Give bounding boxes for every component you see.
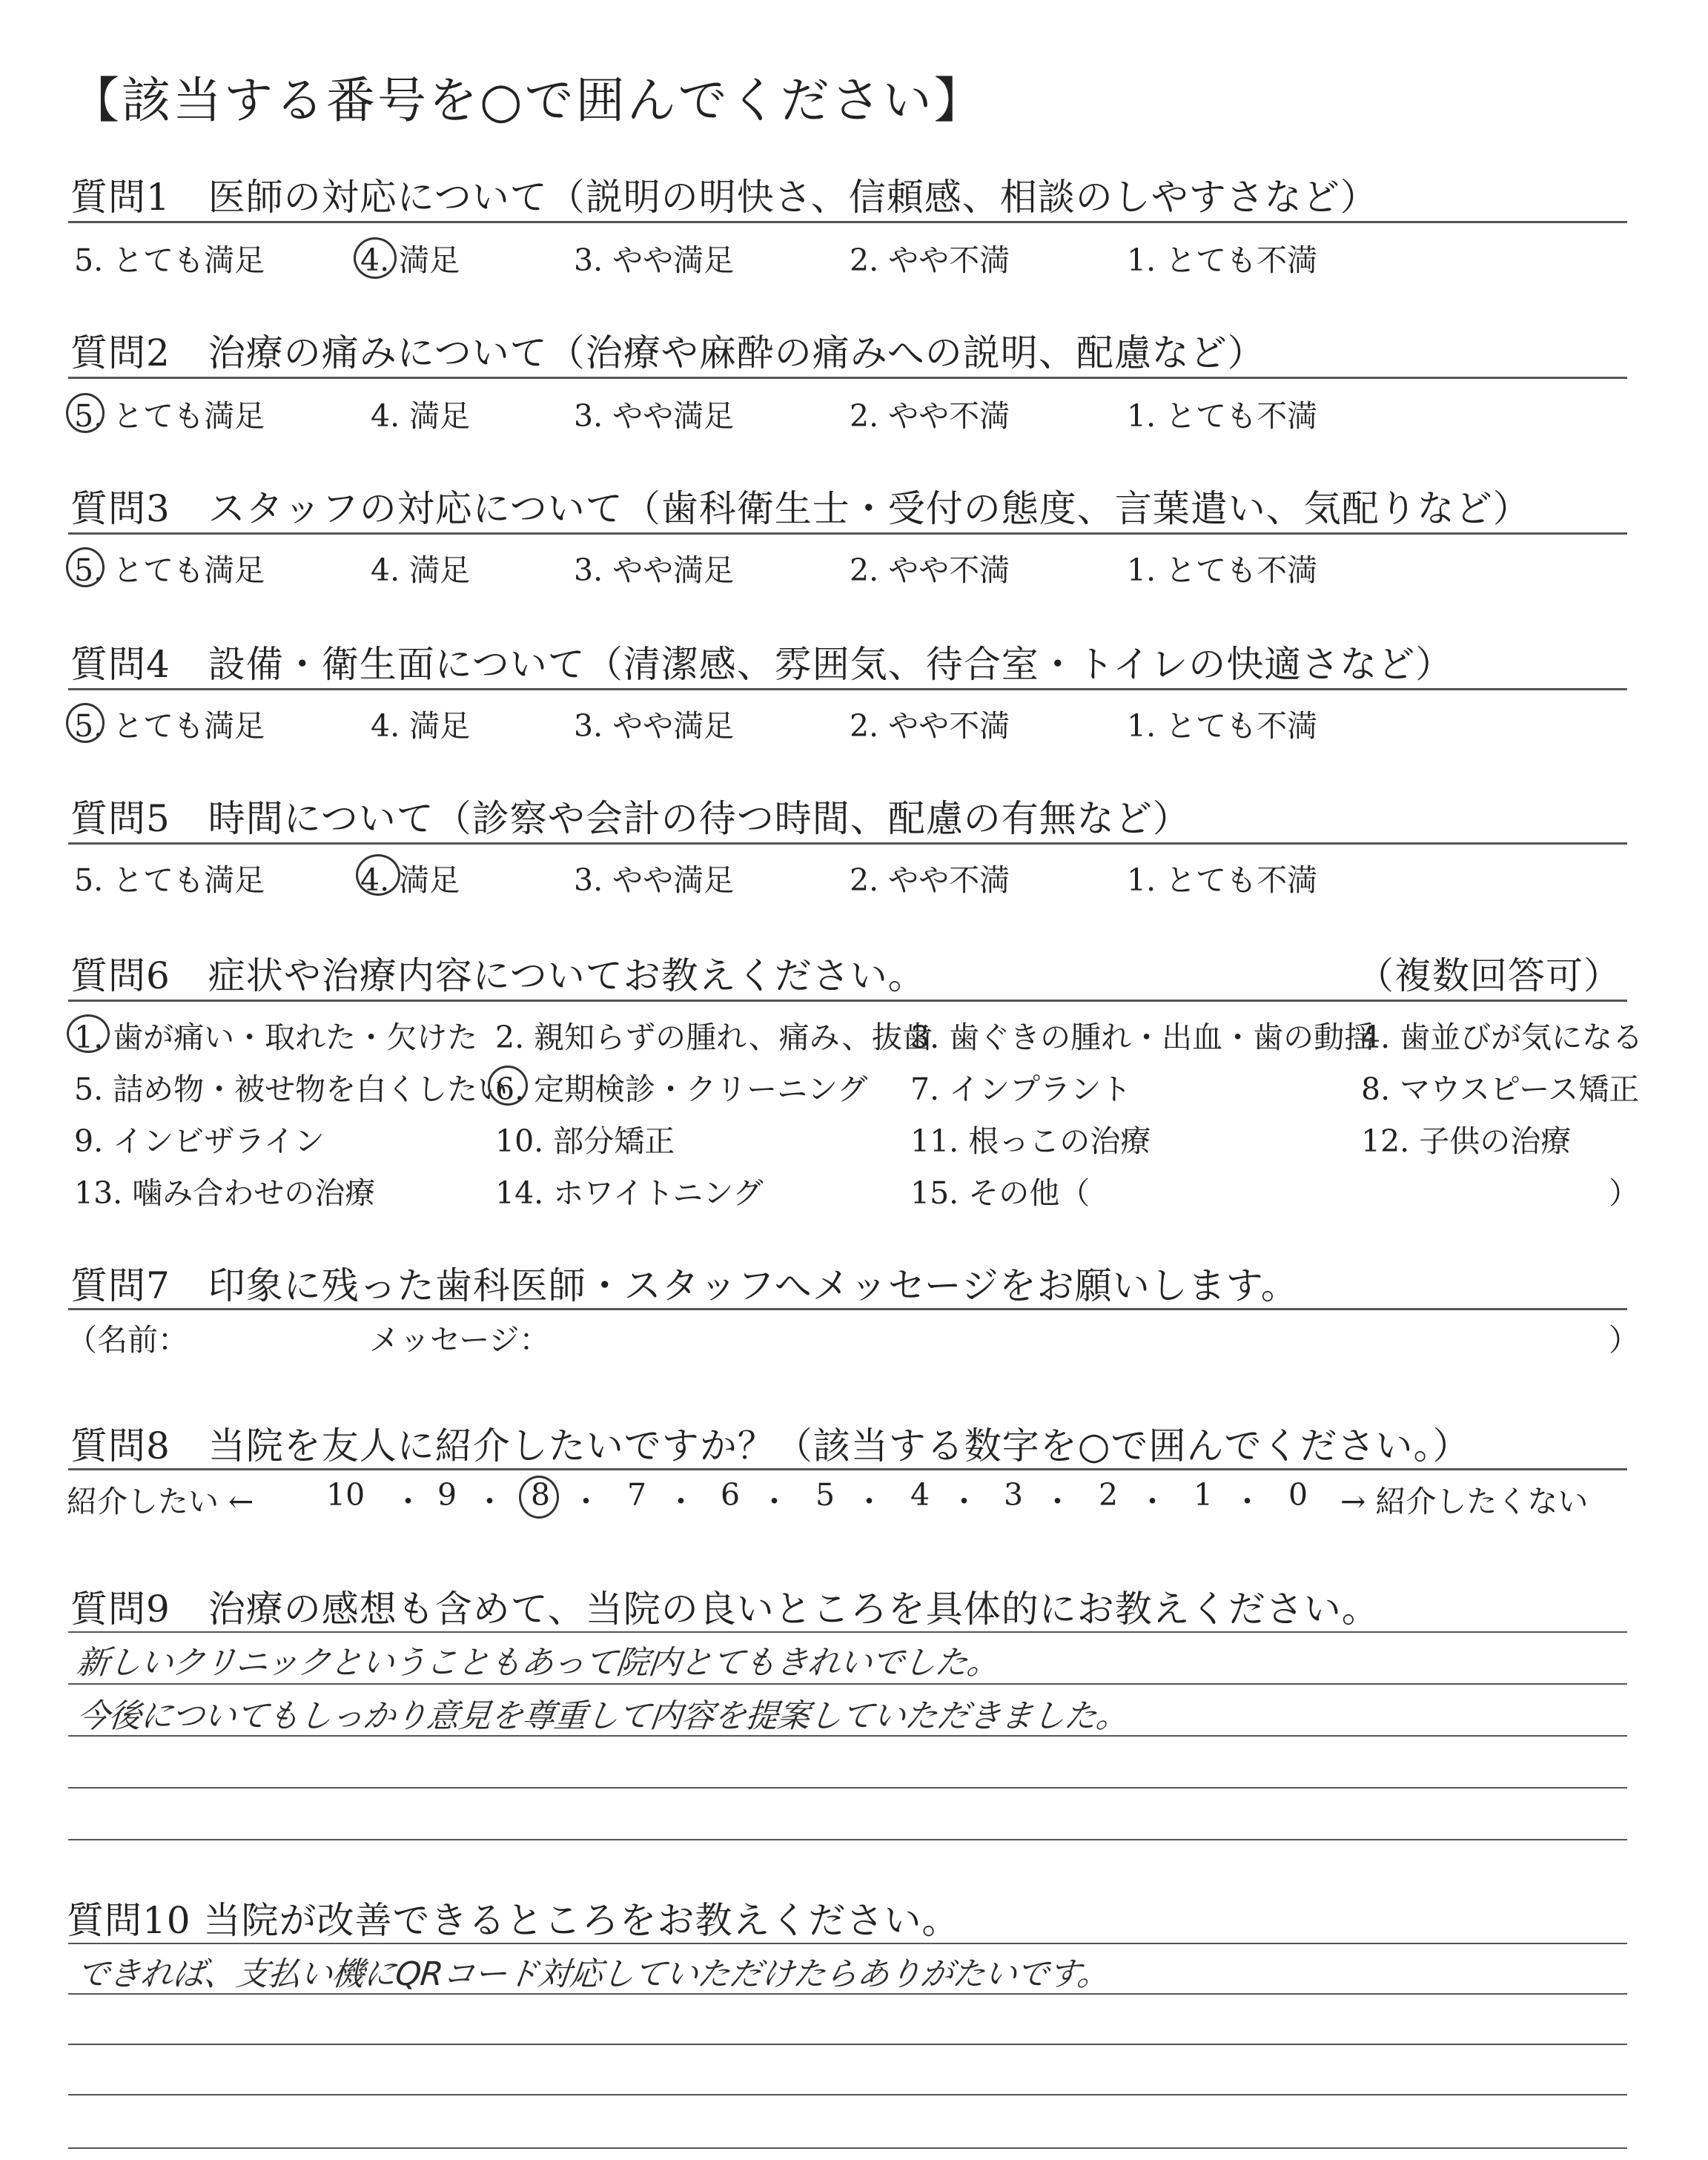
q3-option-3[interactable]: 3. やや満足 — [574, 552, 735, 588]
question-6-title: 質問6 症状や治療内容についてお教えください。 — [70, 954, 926, 997]
q9-answer-line-2: 今後についてもしっかり意見を尊重して内容を提案していただきました。 — [74, 1697, 1131, 1735]
q6-item-10[interactable]: 10. 部分矯正 — [495, 1123, 675, 1159]
q5-option-2[interactable]: 2. やや不満 — [850, 862, 1010, 898]
q2-option-4[interactable]: 4. 満足 — [371, 398, 471, 434]
q8-separator: ・ — [949, 1484, 979, 1519]
q5-option-4[interactable]: 4. 満足 — [360, 862, 460, 898]
q6-item-2[interactable]: 2. 親知らずの腫れ、痛み、抜歯 — [495, 1020, 933, 1055]
q6-item-9[interactable]: 9. インビザライン — [74, 1123, 325, 1159]
q7-message-label: メッセージ： — [369, 1322, 550, 1358]
q8-separator: ・ — [393, 1484, 423, 1519]
q6-item-7[interactable]: 7. インプラント — [910, 1071, 1132, 1107]
q4-option-3[interactable]: 3. やや満足 — [574, 708, 735, 744]
q8-left-label: 紹介したい ← — [67, 1484, 254, 1519]
q10-line-2 — [68, 1993, 1627, 1995]
q6-item-6-circle — [488, 1066, 528, 1106]
q9-line-1 — [68, 1631, 1627, 1633]
q5-option-1[interactable]: 1. とても不満 — [1127, 862, 1318, 898]
q10-line-3 — [68, 2044, 1627, 2045]
q1-option-3[interactable]: 3. やや満足 — [574, 242, 735, 278]
q3-option-1[interactable]: 1. とても不満 — [1127, 552, 1318, 588]
question-7-title: 質問7 印象に残った歯科医師・スタッフへメッセージをお願いします。 — [70, 1264, 1299, 1307]
q9-line-3 — [68, 1735, 1627, 1737]
question-5-rule — [68, 842, 1627, 845]
q8-right-label: → 紹介したくない — [1340, 1484, 1589, 1519]
q4-option-1[interactable]: 1. とても不満 — [1127, 708, 1318, 744]
question-8-rule — [68, 1468, 1627, 1470]
q6-item-15[interactable]: 15. その他（ — [910, 1175, 1090, 1211]
question-8-title: 質問8 当院を友人に紹介したいですか？（該当する数字を○で囲んでください。） — [70, 1424, 1471, 1467]
q6-item-8[interactable]: 8. マウスピース矯正 — [1361, 1071, 1640, 1107]
q8-scale-1[interactable]: 1 — [1194, 1477, 1214, 1513]
q6-item-5[interactable]: 5. 詰め物・被せ物を白くしたい — [74, 1071, 509, 1107]
q9-answer-line-1: 新しいクリニックということもあって院内とてもきれいでした。 — [74, 1644, 1002, 1682]
question-2-title: 質問2 治療の痛みについて（治療や麻酔の痛みへの説明、配慮など） — [70, 331, 1265, 374]
question-2-rule — [68, 377, 1627, 379]
q2-option-5[interactable]: 5. とても満足 — [74, 398, 265, 434]
question-1-rule — [68, 221, 1627, 223]
q3-option-4[interactable]: 4. 満足 — [371, 552, 471, 588]
q2-option-1[interactable]: 1. とても不満 — [1127, 398, 1318, 434]
q1-option-5[interactable]: 5. とても満足 — [74, 242, 265, 278]
q6-item-15-close: ） — [1609, 1175, 1639, 1211]
q3-selected-circle — [66, 547, 105, 587]
q7-name-label: （名前： — [67, 1322, 188, 1358]
q2-selected-circle — [66, 393, 105, 433]
question-5-title: 質問5 時間について（診察や会計の待つ時間、配慮の有無など） — [70, 797, 1191, 840]
q10-line-1 — [68, 1943, 1627, 1944]
q8-scale-0[interactable]: 0 — [1288, 1477, 1308, 1513]
q3-option-2[interactable]: 2. やや不満 — [850, 552, 1010, 588]
q6-item-6[interactable]: 6. 定期検診・クリーニング — [495, 1071, 868, 1107]
q1-selected-circle — [354, 237, 397, 279]
q8-scale-8[interactable]: 8 — [531, 1477, 551, 1513]
q5-selected-circle — [356, 854, 400, 896]
question-6-rule — [68, 1000, 1627, 1002]
q4-selected-circle — [66, 703, 105, 743]
q1-option-2[interactable]: 2. やや不満 — [850, 242, 1010, 278]
q4-option-4[interactable]: 4. 満足 — [371, 708, 471, 744]
q2-option-3[interactable]: 3. やや満足 — [574, 398, 735, 434]
q8-scale-4[interactable]: 4 — [910, 1477, 930, 1513]
q2-option-2[interactable]: 2. やや不満 — [850, 398, 1010, 434]
q8-separator: ・ — [571, 1484, 601, 1519]
q8-separator: ・ — [854, 1484, 884, 1519]
page-title: 【該当する番号を○で囲んでください】 — [70, 72, 985, 129]
q8-scale-7[interactable]: 7 — [627, 1477, 647, 1513]
q6-item-12[interactable]: 12. 子供の治療 — [1361, 1123, 1572, 1159]
q8-scale-9[interactable]: 9 — [437, 1477, 457, 1513]
q10-line-5 — [68, 2147, 1627, 2149]
question-9-title: 質問9 治療の感想も含めて、当院の良いところを具体的にお教えください。 — [70, 1588, 1380, 1631]
q8-separator: ・ — [1232, 1484, 1262, 1519]
question-10-title: 質問10 当院が改善できるところをお教えください。 — [67, 1899, 960, 1942]
question-3-title: 質問3 スタッフの対応について（歯科衛生士・受付の態度、言葉遣い、気配りなど） — [70, 487, 1531, 530]
q7-close: ） — [1609, 1322, 1639, 1358]
question-4-title: 質問4 設備・衛生面について（清潔感、雰囲気、待合室・トイレの快適さなど） — [70, 643, 1454, 686]
q1-option-1[interactable]: 1. とても不満 — [1127, 242, 1318, 278]
question-7-rule — [68, 1308, 1627, 1310]
q8-scale-10[interactable]: 10 — [326, 1477, 365, 1513]
question-1-title: 質問1 医師の対応について（説明の明快さ、信頼感、相談のしやすさなど） — [70, 176, 1378, 219]
q6-item-3[interactable]: 3. 歯ぐきの腫れ・出血・歯の動揺 — [910, 1020, 1375, 1055]
q4-option-2[interactable]: 2. やや不満 — [850, 708, 1010, 744]
q5-option-3[interactable]: 3. やや満足 — [574, 862, 735, 898]
q1-option-4[interactable]: 4. 満足 — [360, 242, 460, 278]
q8-separator: ・ — [1042, 1484, 1073, 1519]
q8-selected-circle — [519, 1476, 559, 1519]
q8-scale-5[interactable]: 5 — [815, 1477, 835, 1513]
q5-option-5[interactable]: 5. とても満足 — [74, 862, 265, 898]
q6-item-4[interactable]: 4. 歯並びが気になる — [1361, 1020, 1644, 1055]
q6-item-11[interactable]: 11. 根っこの治療 — [910, 1123, 1151, 1159]
question-4-rule — [68, 688, 1627, 690]
q6-item-1-circle — [67, 1014, 110, 1053]
q10-line-4 — [68, 2094, 1627, 2095]
q8-separator: ・ — [666, 1484, 696, 1519]
q6-item-13[interactable]: 13. 噛み合わせの治療 — [74, 1175, 376, 1211]
q9-line-5 — [68, 1839, 1627, 1840]
q8-separator: ・ — [1137, 1484, 1168, 1519]
q3-option-5[interactable]: 5. とても満足 — [74, 552, 265, 588]
q6-item-14[interactable]: 14. ホワイトニング — [495, 1175, 764, 1211]
question-6-note: （複数回答可） — [1357, 954, 1621, 997]
q8-separator: ・ — [474, 1484, 505, 1519]
q6-item-1[interactable]: 1. 歯が痛い・取れた・欠けた — [74, 1020, 478, 1055]
q10-answer-line-1: できれば、支払い機にQRコード対応していただけたらありがたいです。 — [74, 1955, 1111, 1993]
q9-line-2 — [68, 1683, 1627, 1685]
q9-line-4 — [68, 1787, 1627, 1789]
q4-option-5[interactable]: 5. とても満足 — [74, 708, 265, 744]
q8-separator: ・ — [759, 1484, 790, 1519]
question-3-rule — [68, 532, 1627, 535]
q8-scale-3[interactable]: 3 — [1004, 1477, 1024, 1513]
q8-scale-2[interactable]: 2 — [1099, 1477, 1119, 1513]
q8-scale-6[interactable]: 6 — [721, 1477, 741, 1513]
